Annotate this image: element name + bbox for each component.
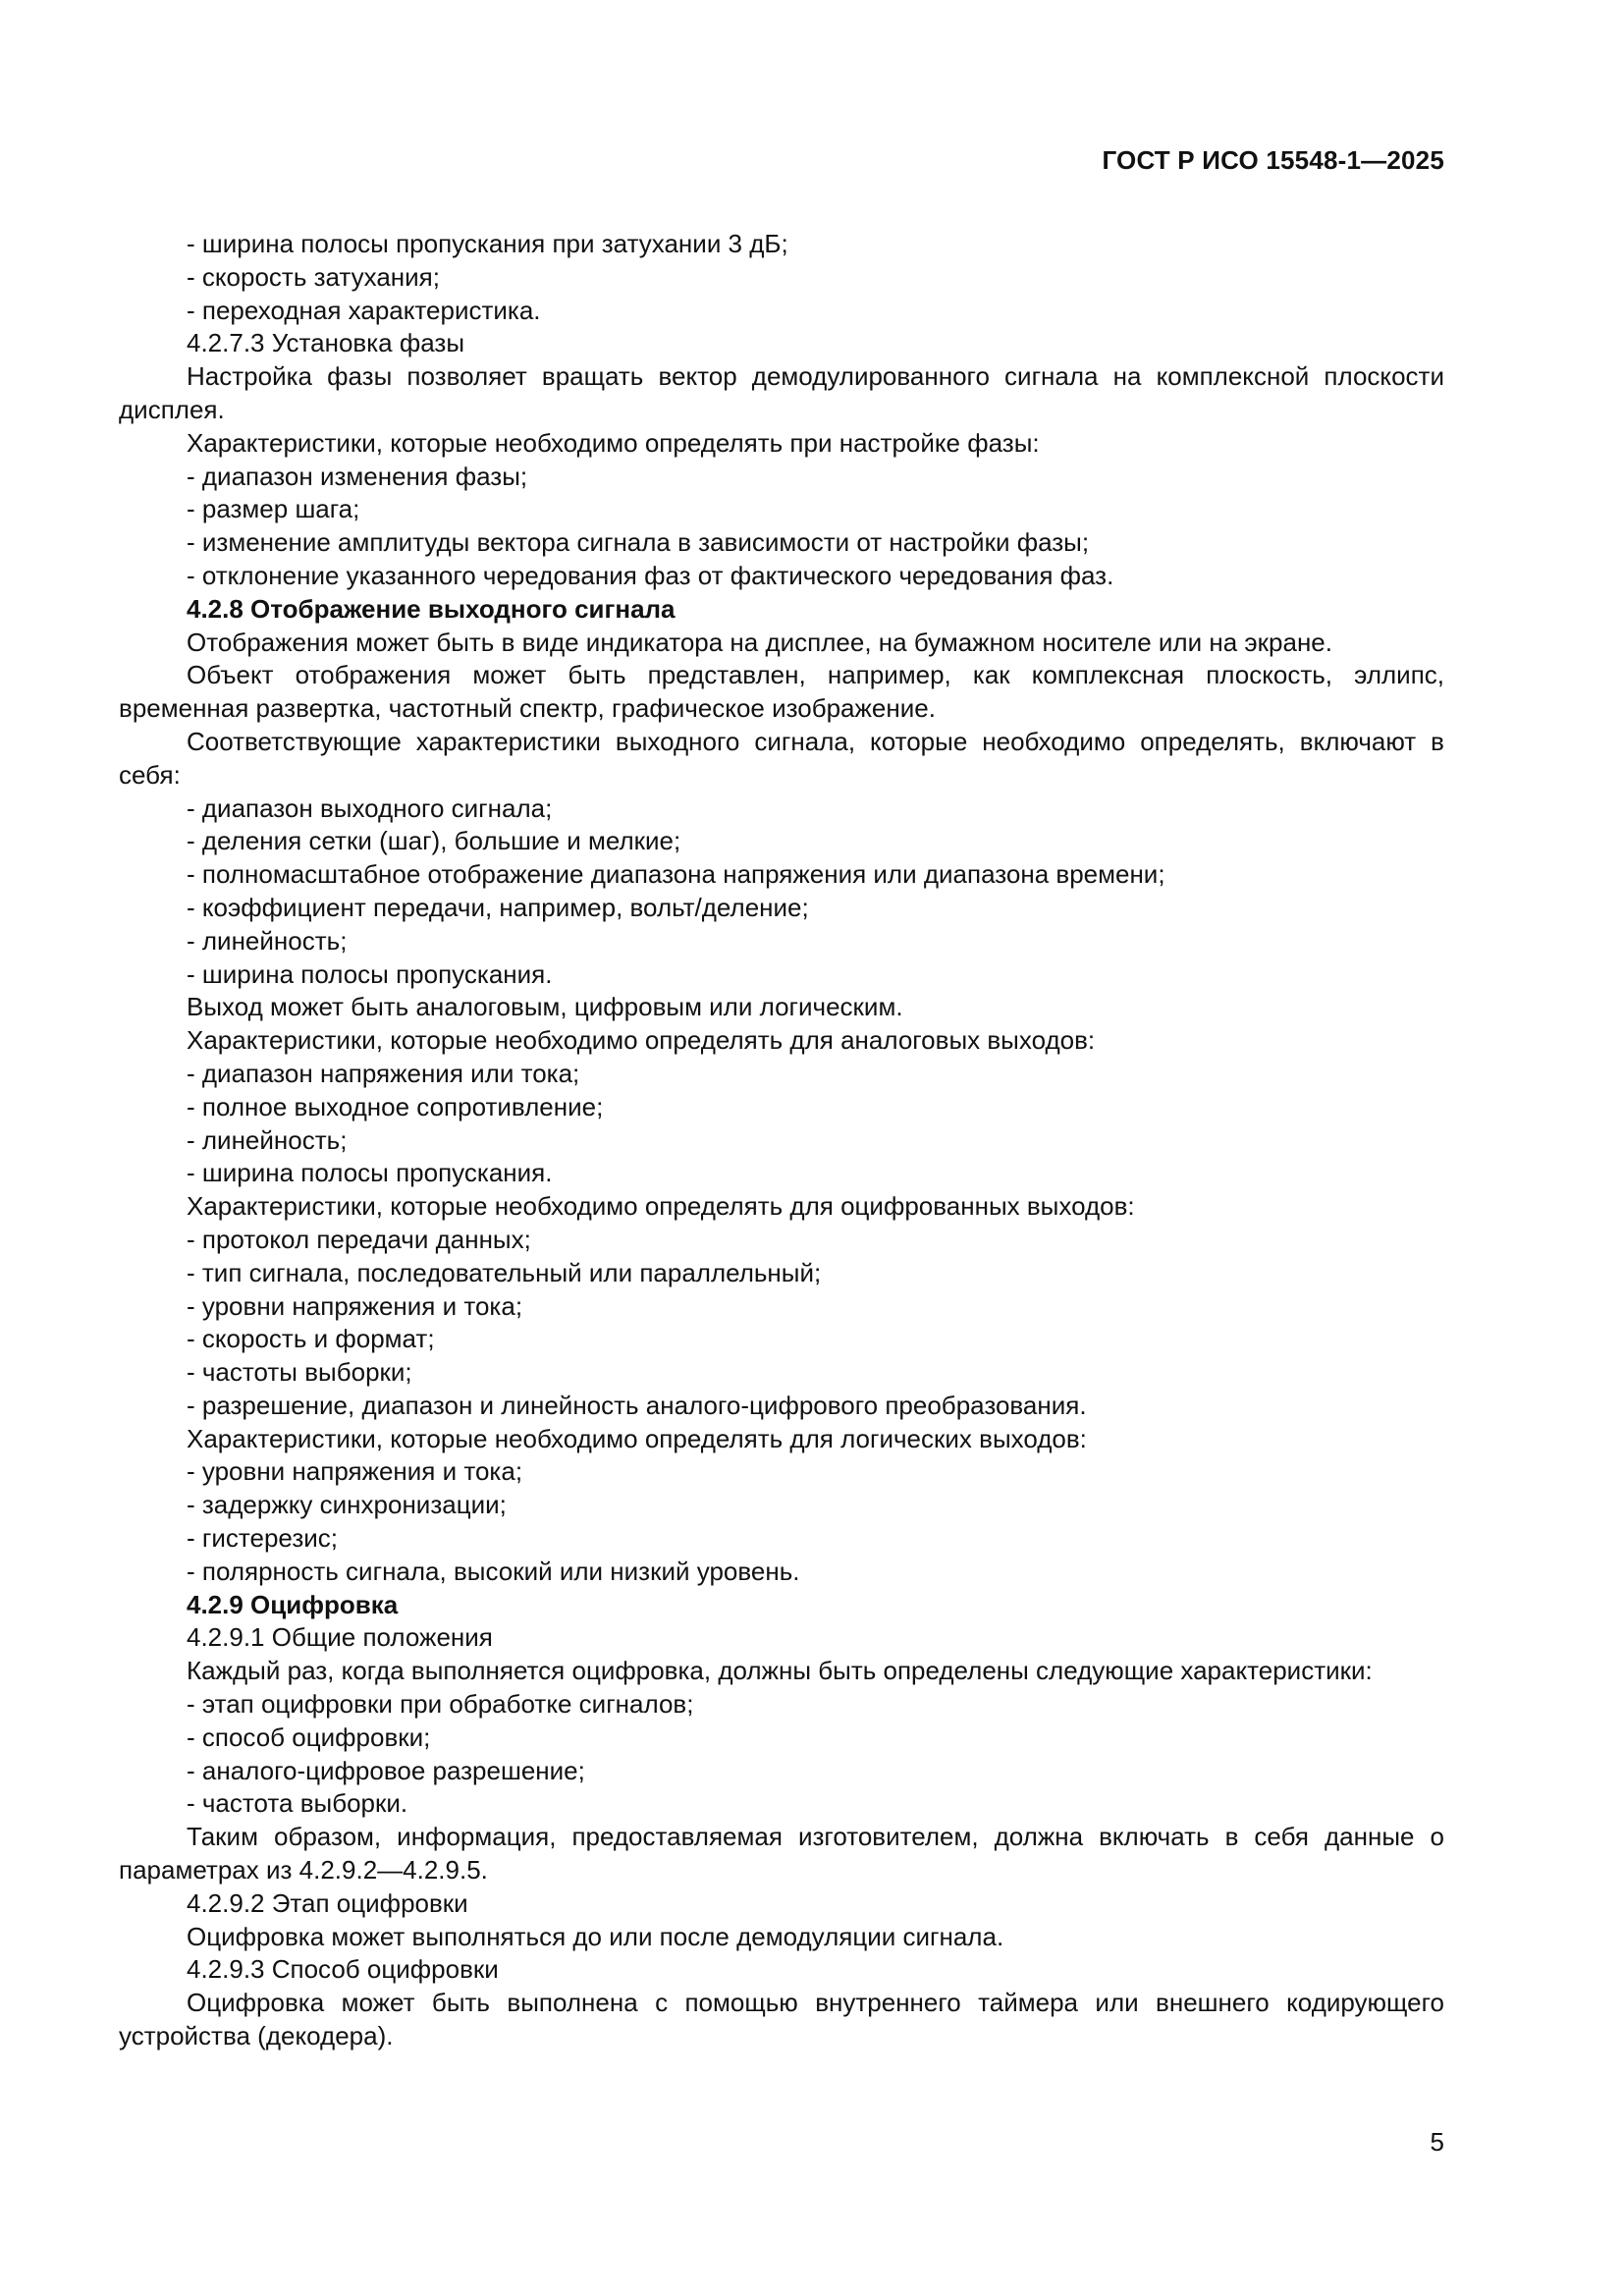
list-item: - уровни напряжения и тока; bbox=[187, 1290, 523, 1321]
list-item: - деления сетки (шаг), большие и мелкие; bbox=[187, 826, 681, 856]
paragraph: Оцифровка может выполняться до или после демодуляции сигнала. bbox=[187, 1921, 1004, 1951]
list-item: - частота выборки. bbox=[187, 1788, 408, 1819]
list-item: - протокол передачи данных; bbox=[187, 1224, 531, 1254]
list-item: - ширина полосы пропускания при затухании 3 дБ; bbox=[187, 229, 788, 258]
paragraph: 4.2.9.3 Способ оцифровки bbox=[187, 1954, 499, 1985]
paragraph: 4.2.9.2 Этап оцифровки bbox=[187, 1887, 468, 1918]
list-item: - переходная характеристика. bbox=[187, 295, 541, 325]
list-item: - разрешение, диапазон и линейность аналого-цифрового преобразования. bbox=[187, 1390, 1087, 1420]
document-header: ГОСТ Р ИСО 15548-1—2025 bbox=[1102, 145, 1444, 175]
list-item: - тип сигнала, последовательный или параллельный; bbox=[187, 1257, 822, 1287]
list-item: - полярность сигнала, высокий или низкий уровень. bbox=[187, 1556, 800, 1586]
paragraph: Отображения может быть в виде индикатора на дисплее, на бумажном носителе или на экране. bbox=[187, 627, 1332, 657]
paragraph: Соответствующие характеристики выходного сигнала, которые необходимо определять, включают в себя: bbox=[119, 726, 1444, 790]
list-item: - диапазон изменения фазы; bbox=[187, 461, 528, 491]
list-item: - задержку синхронизации; bbox=[187, 1490, 507, 1520]
page-number: 5 bbox=[1430, 2127, 1444, 2157]
list-item: - размер шага; bbox=[187, 494, 360, 524]
document-body bbox=[119, 228, 1444, 2053]
list-item: - ширина полосы пропускания. bbox=[187, 1158, 553, 1188]
paragraph: 4.2.7.3 Установка фазы bbox=[187, 328, 465, 358]
list-item: - диапазон напряжения или тока; bbox=[187, 1058, 580, 1088]
paragraph: 4.2.9.1 Общие положения bbox=[187, 1622, 493, 1653]
list-item: - этап оцифровки при обработке сигналов; bbox=[187, 1689, 694, 1720]
paragraph: Настройка фазы позволяет вращать вектор демодулированного сигнала на комплексной плоскости дисплея. bbox=[119, 361, 1444, 424]
list-item: - способ оцифровки; bbox=[187, 1722, 431, 1752]
paragraph: Характеристики, которые необходимо определять для аналоговых выходов: bbox=[187, 1025, 1096, 1056]
list-item: - гистерезис; bbox=[187, 1523, 338, 1554]
list-item: - полномасштабное отображение диапазона напряжения или диапазона времени; bbox=[187, 859, 1165, 890]
list-item: - отклонение указанного чередования фаз от фактического чередования фаз. bbox=[187, 560, 1114, 590]
list-item: - аналого-цифровое разрешение; bbox=[187, 1755, 585, 1785]
paragraph: Характеристики, которые необходимо определять для логических выходов: bbox=[187, 1423, 1087, 1453]
section-heading: 4.2.9 Оцифровка bbox=[187, 1589, 399, 1619]
list-item: - линейность; bbox=[187, 925, 348, 956]
paragraph: Таким образом, информация, предоставляемая изготовителем, должна включать в себя данные о параметрах из 4.2.9.2—4.2.9.5. bbox=[119, 1822, 1444, 1886]
list-item: - уровни напряжения и тока; bbox=[187, 1456, 523, 1487]
list-item: - изменение амплитуды вектора сигнала в зависимости от настройки фазы; bbox=[187, 527, 1090, 558]
list-item: - частоты выборки; bbox=[187, 1357, 412, 1388]
paragraph: Объект отображения может быть представлен, например, как комплексная плоскость, эллипс, временная развертка, частотный спектр, графическое изображение. bbox=[119, 660, 1444, 724]
list-item: - диапазон выходного сигнала; bbox=[187, 793, 553, 823]
paragraph: Характеристики, которые необходимо определять для оцифрованных выходов: bbox=[187, 1191, 1135, 1222]
list-item: - линейность; bbox=[187, 1124, 348, 1155]
section-heading: 4.2.8 Отображение выходного сигнала bbox=[187, 593, 676, 624]
paragraph: Каждый раз, когда выполняется оцифровка, должны быть определены следующие характеристики: bbox=[187, 1656, 1373, 1686]
list-item: - полное выходное сопротивление; bbox=[187, 1091, 604, 1121]
list-item: - скорость затухания; bbox=[187, 261, 440, 292]
paragraph: Выход может быть аналоговым, цифровым или логическим. bbox=[187, 992, 903, 1022]
list-item: - скорость и формат; bbox=[187, 1324, 435, 1354]
paragraph: Характеристики, которые необходимо определять при настройке фазы: bbox=[187, 427, 1040, 458]
paragraph: Оцифровка может быть выполнена с помощью внутреннего таймера или внешнего кодирующего устройства (декодера). bbox=[119, 1988, 1444, 2051]
list-item: - коэффициент передачи, например, вольт/деление; bbox=[187, 892, 809, 922]
list-item: - ширина полосы пропускания. bbox=[187, 958, 553, 989]
